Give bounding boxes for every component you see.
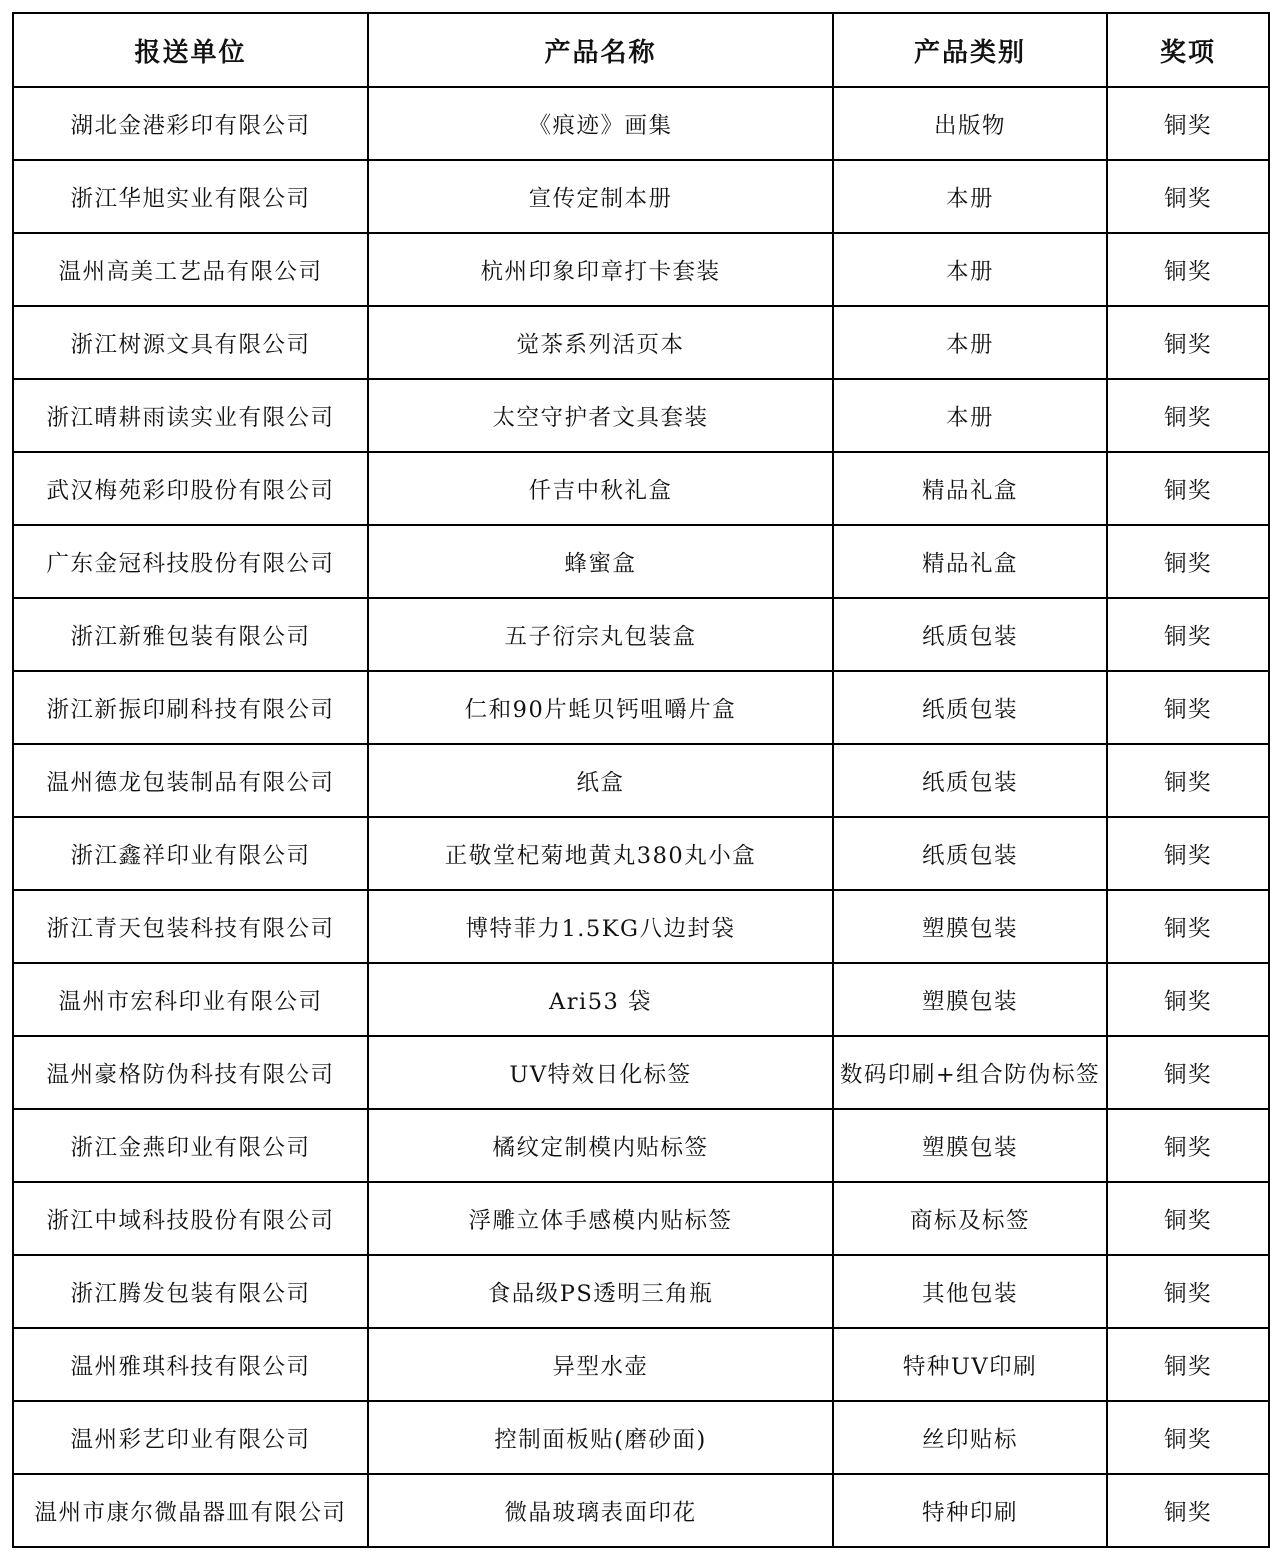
cell-unit: 湖北金港彩印有限公司 xyxy=(13,87,368,160)
table-row xyxy=(13,452,1269,525)
cell-product-name: 五子衍宗丸包装盒 xyxy=(368,598,833,671)
cell-award: 铜奖 xyxy=(1107,160,1269,233)
cell-unit: 武汉梅苑彩印股份有限公司 xyxy=(13,452,368,525)
cell-product-category: 特种印刷 xyxy=(833,1474,1107,1547)
table-row xyxy=(13,233,1269,306)
cell-unit: 温州雅琪科技有限公司 xyxy=(13,1328,368,1401)
cell-product-category: 数码印刷+组合防伪标签 xyxy=(833,1036,1107,1109)
header-product-name: 产品名称 xyxy=(368,13,833,87)
table-row xyxy=(13,598,1269,671)
cell-unit: 浙江鑫祥印业有限公司 xyxy=(13,817,368,890)
cell-award: 铜奖 xyxy=(1107,87,1269,160)
table-row xyxy=(13,306,1269,379)
cell-award: 铜奖 xyxy=(1107,890,1269,963)
table-row xyxy=(13,671,1269,744)
table-row xyxy=(13,1109,1269,1182)
table-row xyxy=(13,1182,1269,1255)
cell-award: 铜奖 xyxy=(1107,598,1269,671)
awards-table xyxy=(12,12,1270,1548)
cell-award: 铜奖 xyxy=(1107,233,1269,306)
table-row xyxy=(13,379,1269,452)
cell-unit: 浙江树源文具有限公司 xyxy=(13,306,368,379)
cell-award: 铜奖 xyxy=(1107,452,1269,525)
cell-unit: 浙江新振印刷科技有限公司 xyxy=(13,671,368,744)
cell-product-category: 纸质包装 xyxy=(833,671,1107,744)
cell-product-category: 塑膜包装 xyxy=(833,1109,1107,1182)
cell-product-name: 浮雕立体手感模内贴标签 xyxy=(368,1182,833,1255)
cell-unit: 温州豪格防伪科技有限公司 xyxy=(13,1036,368,1109)
cell-award: 铜奖 xyxy=(1107,963,1269,1036)
cell-product-category: 本册 xyxy=(833,233,1107,306)
header-award: 奖项 xyxy=(1107,13,1269,87)
cell-product-name: 蜂蜜盒 xyxy=(368,525,833,598)
cell-product-name: 杭州印象印章打卡套装 xyxy=(368,233,833,306)
table-row xyxy=(13,963,1269,1036)
cell-product-name: 橘纹定制模内贴标签 xyxy=(368,1109,833,1182)
cell-product-category: 本册 xyxy=(833,306,1107,379)
header-product-category: 产品类别 xyxy=(833,13,1107,87)
cell-product-category: 特种UV印刷 xyxy=(833,1328,1107,1401)
cell-unit: 温州市康尔微晶器皿有限公司 xyxy=(13,1474,368,1547)
cell-unit: 浙江晴耕雨读实业有限公司 xyxy=(13,379,368,452)
cell-product-name: 控制面板贴(磨砂面) xyxy=(368,1401,833,1474)
header-row xyxy=(13,13,1269,87)
table-row xyxy=(13,1255,1269,1328)
cell-award: 铜奖 xyxy=(1107,744,1269,817)
cell-product-category: 出版物 xyxy=(833,87,1107,160)
cell-product-name: 微晶玻璃表面印花 xyxy=(368,1474,833,1547)
cell-award: 铜奖 xyxy=(1107,379,1269,452)
cell-award: 铜奖 xyxy=(1107,306,1269,379)
table-row xyxy=(13,1328,1269,1401)
cell-product-category: 精品礼盒 xyxy=(833,525,1107,598)
cell-product-category: 丝印贴标 xyxy=(833,1401,1107,1474)
cell-award: 铜奖 xyxy=(1107,1328,1269,1401)
table-row xyxy=(13,817,1269,890)
cell-product-name: 异型水壶 xyxy=(368,1328,833,1401)
header-unit: 报送单位 xyxy=(13,13,368,87)
cell-product-name: 《痕迹》画集 xyxy=(368,87,833,160)
cell-product-category: 其他包装 xyxy=(833,1255,1107,1328)
cell-unit: 浙江腾发包装有限公司 xyxy=(13,1255,368,1328)
cell-unit: 浙江中域科技股份有限公司 xyxy=(13,1182,368,1255)
cell-product-name: 纸盒 xyxy=(368,744,833,817)
cell-award: 铜奖 xyxy=(1107,1182,1269,1255)
table-body xyxy=(13,87,1269,1547)
cell-product-name: 博特菲力1.5KG八边封袋 xyxy=(368,890,833,963)
cell-product-category: 纸质包装 xyxy=(833,744,1107,817)
cell-unit: 温州市宏科印业有限公司 xyxy=(13,963,368,1036)
cell-unit: 温州彩艺印业有限公司 xyxy=(13,1401,368,1474)
cell-product-category: 塑膜包装 xyxy=(833,963,1107,1036)
cell-award: 铜奖 xyxy=(1107,525,1269,598)
cell-product-name: Ari53 袋 xyxy=(368,963,833,1036)
cell-unit: 浙江青天包装科技有限公司 xyxy=(13,890,368,963)
cell-product-name: 觉茶系列活页本 xyxy=(368,306,833,379)
table-row xyxy=(13,1401,1269,1474)
table-row xyxy=(13,525,1269,598)
cell-product-name: 正敬堂杞菊地黄丸380丸小盒 xyxy=(368,817,833,890)
cell-product-category: 本册 xyxy=(833,160,1107,233)
cell-unit: 温州高美工艺品有限公司 xyxy=(13,233,368,306)
cell-product-name: UV特效日化标签 xyxy=(368,1036,833,1109)
table-row xyxy=(13,1474,1269,1547)
cell-product-category: 纸质包装 xyxy=(833,598,1107,671)
cell-unit: 温州德龙包装制品有限公司 xyxy=(13,744,368,817)
table-row xyxy=(13,1036,1269,1109)
cell-unit: 浙江金燕印业有限公司 xyxy=(13,1109,368,1182)
cell-award: 铜奖 xyxy=(1107,671,1269,744)
table-row xyxy=(13,160,1269,233)
cell-award: 铜奖 xyxy=(1107,817,1269,890)
table-row xyxy=(13,744,1269,817)
cell-product-name: 仟吉中秋礼盒 xyxy=(368,452,833,525)
cell-product-category: 精品礼盒 xyxy=(833,452,1107,525)
cell-award: 铜奖 xyxy=(1107,1401,1269,1474)
table-row xyxy=(13,890,1269,963)
cell-product-name: 食品级PS透明三角瓶 xyxy=(368,1255,833,1328)
cell-award: 铜奖 xyxy=(1107,1255,1269,1328)
cell-award: 铜奖 xyxy=(1107,1474,1269,1547)
cell-product-category: 纸质包装 xyxy=(833,817,1107,890)
cell-unit: 广东金冠科技股份有限公司 xyxy=(13,525,368,598)
cell-award: 铜奖 xyxy=(1107,1109,1269,1182)
cell-product-name: 太空守护者文具套装 xyxy=(368,379,833,452)
cell-product-name: 仁和90片蚝贝钙咀嚼片盒 xyxy=(368,671,833,744)
cell-product-category: 本册 xyxy=(833,379,1107,452)
cell-unit: 浙江华旭实业有限公司 xyxy=(13,160,368,233)
table-row xyxy=(13,87,1269,160)
cell-product-category: 塑膜包装 xyxy=(833,890,1107,963)
cell-award: 铜奖 xyxy=(1107,1036,1269,1109)
cell-product-category: 商标及标签 xyxy=(833,1182,1107,1255)
cell-unit: 浙江新雅包装有限公司 xyxy=(13,598,368,671)
cell-product-name: 宣传定制本册 xyxy=(368,160,833,233)
